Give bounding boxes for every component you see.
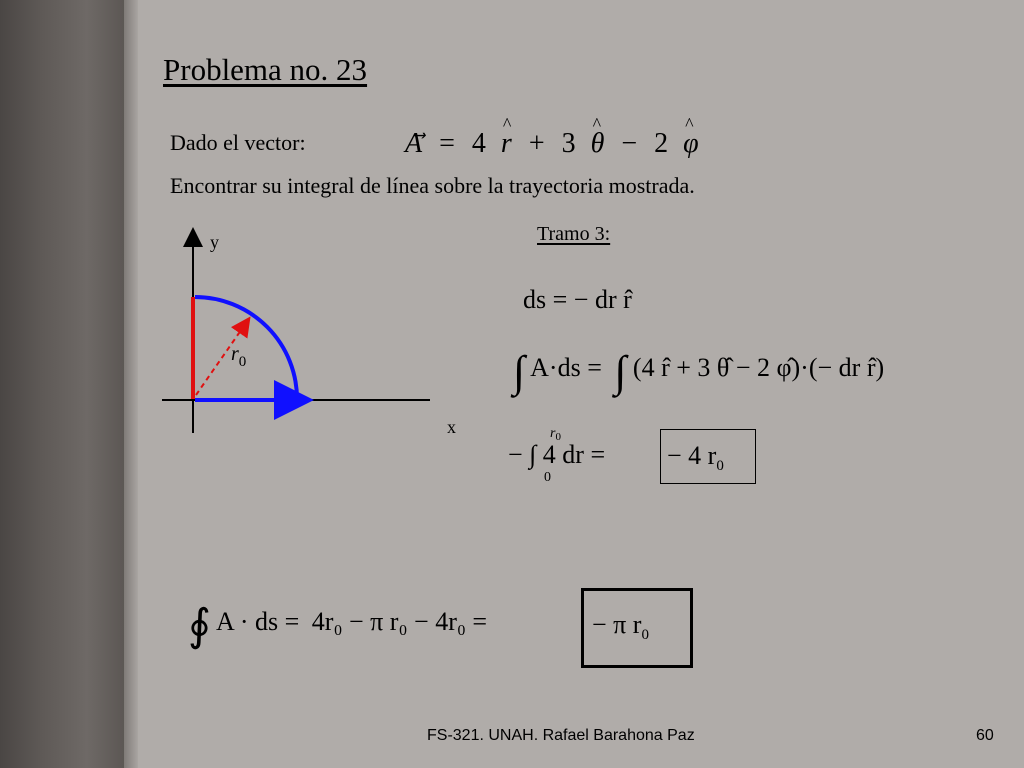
vector-a: A ⃗ [405, 128, 422, 160]
path-diagram [150, 225, 490, 445]
integral-upper-limit: $r_0$ [550, 426, 561, 443]
radius-label: $r_0$ [231, 343, 247, 370]
coef-2: 3 [561, 128, 576, 159]
unit-r: r ^ [501, 128, 512, 160]
total-result: − π $r_0$ [592, 610, 649, 643]
given-label: Dado el vector: [170, 130, 306, 155]
slide-title: Problema no. 23 [163, 52, 368, 87]
x-axis-label: x [447, 417, 456, 437]
equals-sign: = [439, 128, 455, 159]
ds-equation: ds = − dr r̂ [523, 285, 632, 314]
unit-phi: φ ^ [683, 128, 699, 160]
left-bar-edge [124, 0, 138, 768]
page-number: 60 [976, 727, 994, 744]
coef-1: 4 [471, 128, 486, 159]
minus-sign: − [621, 128, 638, 159]
instruction-text: Encontrar su integral de línea sobre la trayectoria mostrada. [170, 173, 695, 198]
left-decorative-bar [0, 0, 124, 768]
total-integral-equation: ∮ A · ds = 4r₀ − π r₀ − 4r₀ = [188, 601, 488, 650]
y-axis-label: y [210, 232, 219, 252]
definite-integral: − ∫ 4 dr = [508, 440, 606, 469]
coef-3: 2 [654, 128, 669, 159]
footer-credit: FS-321. UNAH. Rafael Barahona Paz [427, 727, 695, 744]
section-label: Tramo 3: [537, 223, 611, 245]
vector-equation [405, 128, 699, 160]
dot-product-equation: ∫ A·ds = ∫ (4 r̂ + 3 θ̂ − 2 φ̂)·(− dr r̂) [513, 347, 885, 396]
integral-result: − 4 $r_0$ [667, 441, 724, 474]
unit-theta: θ ^ [591, 128, 605, 160]
plus-sign: + [528, 128, 545, 159]
integral-lower-limit: 0 [544, 470, 551, 485]
